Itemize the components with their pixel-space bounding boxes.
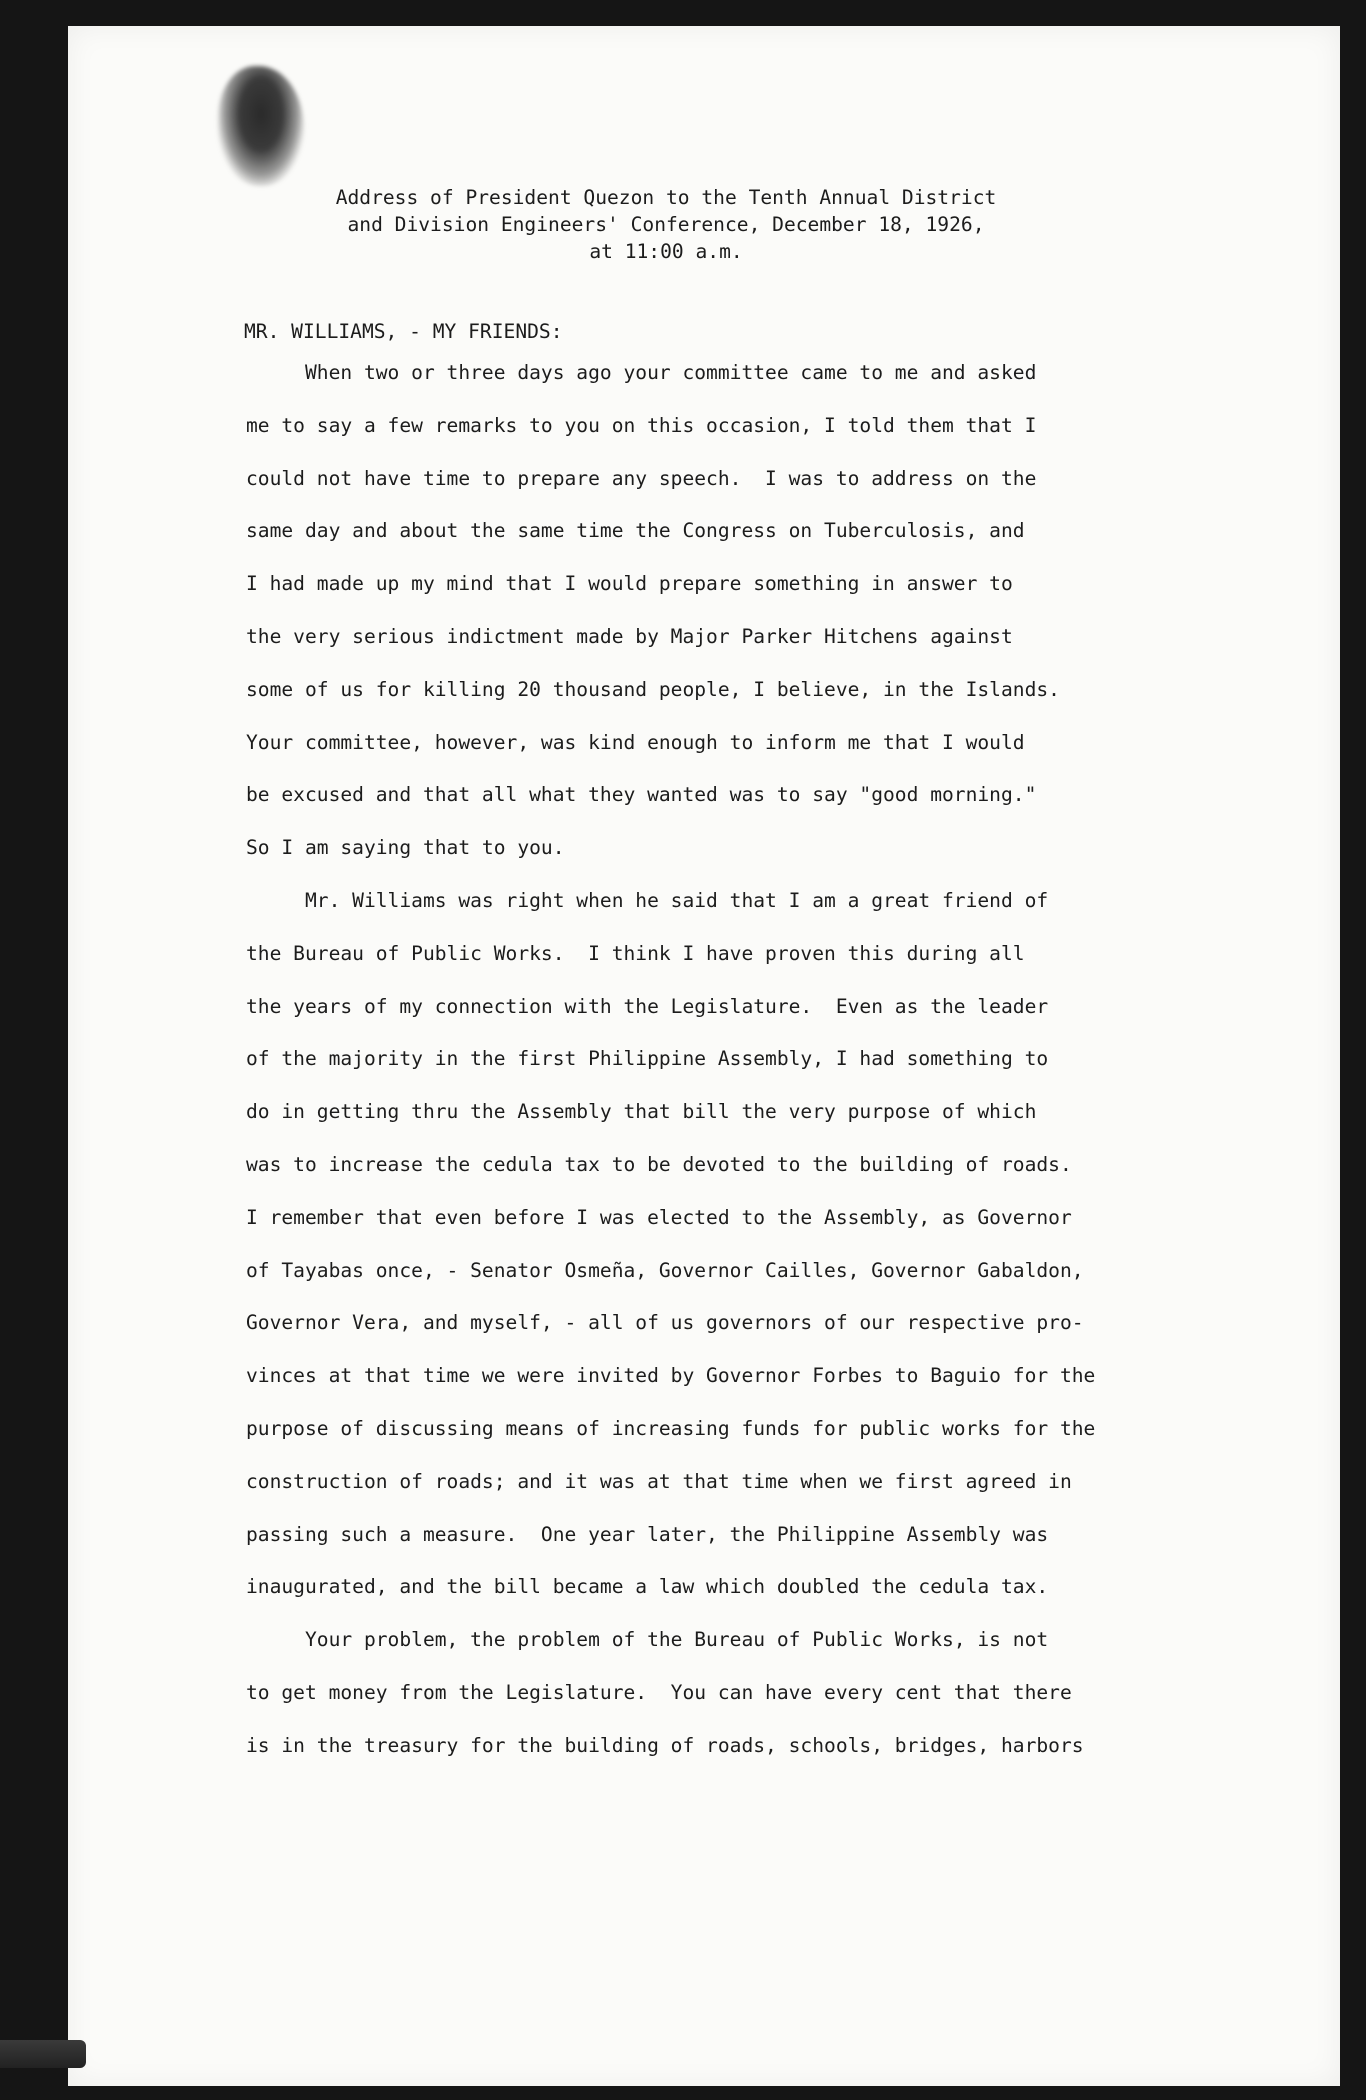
- text-line: So I am saying that to you.: [246, 836, 565, 860]
- text-line: Your problem, the problem of the Bureau of Public Works, is not: [246, 1628, 1049, 1652]
- paragraph-1: [246, 347, 1246, 875]
- binder-clip: [0, 2040, 86, 2068]
- text-line: of Tayabas once, - Senator Osmeña, Governor Cailles, Governor Gabaldon,: [246, 1258, 1084, 1282]
- paragraph-3: [246, 1614, 1246, 1772]
- text-line: me to say a few remarks to you on this occasion, I told them that I: [246, 413, 1037, 437]
- heading-line-3: at 11:00 a.m.: [589, 240, 743, 263]
- text-line: is in the treasury for the building of roads, schools, bridges, harbors: [246, 1733, 1084, 1757]
- text-line: Governor Vera, and myself, - all of us governors of our respective pro-: [246, 1311, 1084, 1335]
- text-line: passing such a measure. One year later, the Philippine Assembly was: [246, 1522, 1049, 1546]
- document-body: [246, 184, 1246, 1773]
- text-line: vinces at that time we were invited by Governor Forbes to Baguio for the: [246, 1364, 1096, 1388]
- document-heading: [256, 184, 1076, 265]
- text-line: the Bureau of Public Works. I think I have proven this during all: [246, 941, 1025, 965]
- text-line: the years of my connection with the Legislature. Even as the leader: [246, 994, 1049, 1018]
- paragraph-2: [246, 875, 1246, 1614]
- heading-line-2: and Division Engineers' Conference, December 18, 1926,: [347, 213, 985, 236]
- text-line: I remember that even before I was elected to the Assembly, as Governor: [246, 1205, 1072, 1229]
- text-line: be excused and that all what they wanted was to say "good morning.": [246, 783, 1037, 807]
- text-line: do in getting thru the Assembly that bill the very purpose of which: [246, 1100, 1037, 1124]
- salutation: MR. WILLIAMS, - MY FRIENDS:: [244, 320, 563, 343]
- text-line: I had made up my mind that I would prepare something in answer to: [246, 572, 1013, 596]
- text-line: construction of roads; and it was at that time when we first agreed in: [246, 1469, 1072, 1493]
- text-line: could not have time to prepare any speech. I was to address on the: [246, 466, 1037, 490]
- text-line: was to increase the cedula tax to be devoted to the building of roads.: [246, 1152, 1072, 1176]
- text-line: of the majority in the first Philippine Assembly, I had something to: [246, 1047, 1049, 1071]
- text-line: the very serious indictment made by Major Parker Hitchens against: [246, 624, 1013, 648]
- ink-stain: [218, 66, 304, 186]
- text-line: inaugurated, and the bill became a law which doubled the cedula tax.: [246, 1575, 1049, 1599]
- text-line: Mr. Williams was right when he said that I am a great friend of: [246, 888, 1049, 912]
- heading-line-1: Address of President Quezon to the Tenth Annual District: [335, 186, 997, 209]
- text-line: purpose of discussing means of increasing funds for public works for the: [246, 1416, 1096, 1440]
- text-line: same day and about the same time the Congress on Tuberculosis, and: [246, 519, 1025, 543]
- text-line: When two or three days ago your committee came to me and asked: [246, 361, 1037, 384]
- text-line: to get money from the Legislature. You can have every cent that there: [246, 1680, 1072, 1704]
- text-line: Your committee, however, was kind enough to inform me that I would: [246, 730, 1025, 754]
- text-line: some of us for killing 20 thousand people, I believe, in the Islands.: [246, 677, 1060, 701]
